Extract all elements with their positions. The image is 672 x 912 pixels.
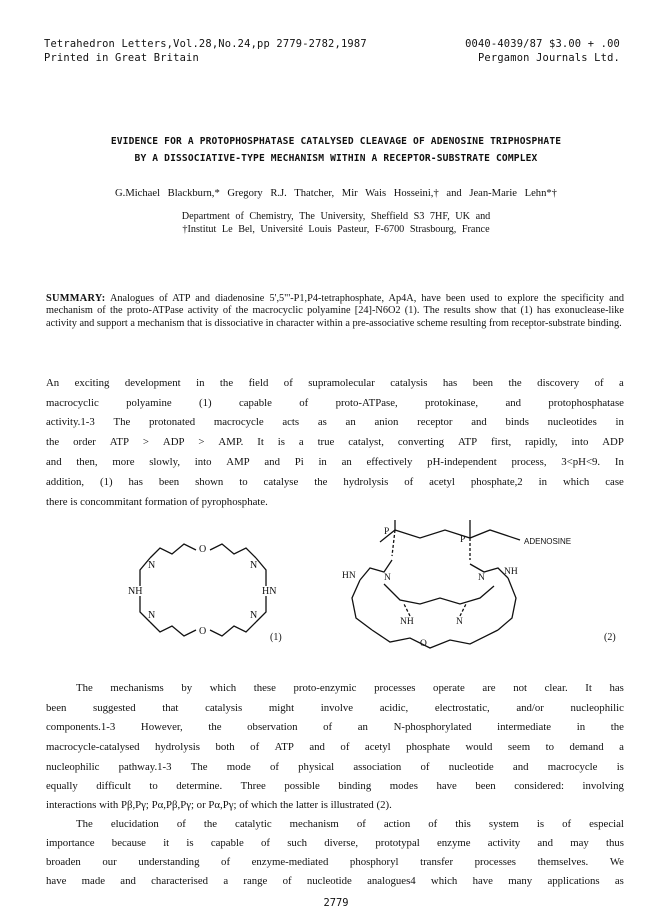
atom-P-alpha: P xyxy=(384,527,390,537)
atom-N-1: N xyxy=(148,560,156,571)
mechanism-lines-line: importance because it is capable of such diverse, prototypal enzyme activity and may thus xyxy=(46,837,624,849)
atom-N-3: N xyxy=(148,610,156,621)
atom-O-bottom: O xyxy=(199,626,207,637)
intro-lines-line: addition, (1) has been shown to catalyse the hydrolysis of acetyl phosphate,2 in which case xyxy=(46,476,624,488)
page-number: 2779 xyxy=(323,897,349,909)
atom-N-2: N xyxy=(250,560,258,571)
intro-lines-line: there is concommitant formation of pyrophosphate. xyxy=(46,496,268,508)
complex-2-drawing xyxy=(352,520,520,648)
atom-NH-2: NH xyxy=(504,567,518,577)
atom-HN-2: HN xyxy=(342,571,356,581)
price-code: 0040-4039/87 $3.00 + .00 xyxy=(465,38,620,50)
atom-NH-left: NH xyxy=(128,586,143,597)
affiliation-1: Department of Chemistry, The University, Sheffield S3 7HF, UK and xyxy=(181,211,491,222)
author-list: G.Michael Blackburn,* Gregory R.J. Thatcher, Mir Wais Hosseini,† and Jean-Marie Lehn*† xyxy=(115,188,557,199)
printed-in: Printed in Great Britain xyxy=(44,52,199,64)
mechanism-lines-line: broaden our understanding of enzyme-mediated phosphoryl transfer processes themselves. We xyxy=(46,856,624,868)
compound-label-1: (1) xyxy=(270,632,282,643)
affiliation-2: †Institut Le Bel, Université Louis Pasteur, F-6700 Strasbourg, France xyxy=(182,224,490,235)
intro-lines-line: activity.1-3 The protonated macrocycle acts as an anion receptor and binds nucleotides in xyxy=(46,416,624,428)
atom-N-complex-4: N xyxy=(456,617,463,627)
macrocycle-1-drawing xyxy=(140,544,266,636)
intro-lines-line: the order ATP > ADP > AMP. It is a true catalyst, converting ATP first, rapidly, into ADP xyxy=(46,436,624,448)
structure-drawings xyxy=(0,520,672,670)
summary-heading: SUMMARY: xyxy=(46,293,106,304)
structures-figure xyxy=(0,520,672,670)
mechanism-lines-line: The mechanisms by which these proto-enzymic processes operate are not clear. It has xyxy=(76,682,624,694)
mechanism-lines-line: interactions with Pβ,Pγ; Pα,Pβ,Pγ; or Pα,Pγ; of which the latter is illustrated (2). xyxy=(46,799,392,811)
adenosine-label: ADENOSINE xyxy=(524,537,572,546)
atom-HN-right: HN xyxy=(262,586,277,597)
atom-O-complex: O xyxy=(420,639,427,649)
atom-N-complex-2: N xyxy=(478,573,485,583)
publisher: Pergamon Journals Ltd. xyxy=(477,52,620,64)
intro-lines-line: An exciting development in the field of supramolecular catalysis has been the discovery of a xyxy=(46,377,624,389)
summary-text: Analogues of ATP and diadenosine 5',5"'-P1,P4-tetraphosphate, Ap4A, have been used to explore the specificity and mechanism of the proto-ATPase activity of the macrocyclic polyamine [24]-N6O2 (1). The results show that (1) has exonuclease-like activity and support a mechanism that is dissociative in character within a pre-associative scheme resulting from receptor-substrate binding. xyxy=(46,293,624,329)
mechanism-lines-line: equally difficult to determine. Three possible binding modes have been considered: involving xyxy=(46,780,624,792)
atom-N-complex-1: N xyxy=(384,573,391,583)
intro-lines-line: and then, more slowly, into AMP and Pi in an effectively pH-independent process, 3<pH<9. In xyxy=(46,456,624,468)
intro-lines-line: macrocyclic polyamine (1) capable of proto-ATPase, protokinase, and protophosphatase xyxy=(46,397,624,409)
journal-citation: Tetrahedron Letters,Vol.28,No.24,pp 2779-2782,1987 xyxy=(44,38,367,50)
mechanism-lines-line: The elucidation of the catalytic mechanism of action of this system is of especial xyxy=(76,818,624,830)
summary-paragraph xyxy=(46,293,624,330)
mechanism-lines-line: been suggested that catalysis might involve acidic, electrostatic, and/or nucleophilic xyxy=(46,702,624,714)
paper-title-line-1: EVIDENCE FOR A PROTOPHOSPHATASE CATALYSED CLEAVAGE OF ADENOSINE TRIPHOSPHATE xyxy=(110,136,562,147)
atom-O-top: O xyxy=(199,544,207,555)
atom-NH-complex-3: NH xyxy=(400,617,414,627)
atom-N-4: N xyxy=(250,610,258,621)
mechanism-lines-line: nucleophilic pathway.1-3 The mode of physical association of nucleotide and macrocycle is xyxy=(46,761,624,773)
atom-P-gamma: P xyxy=(460,535,466,545)
paper-title-line-2: BY A DISSOCIATIVE-TYPE MECHANISM WITHIN A RECEPTOR-SUBSTRATE COMPLEX xyxy=(134,153,538,164)
mechanism-lines-line: macrocycle-catalysed hydrolysis both of ATP and of acetyl phosphate would seem to demand a xyxy=(46,741,624,753)
compound-label-2: (2) xyxy=(604,632,616,643)
mechanism-lines-line: have made and characterised a range of nucleotide analogues4 which have many applications as xyxy=(46,875,624,887)
mechanism-lines-line: components.1-3 However, the observation of an N-phosphorylated intermediate in the xyxy=(46,721,624,733)
